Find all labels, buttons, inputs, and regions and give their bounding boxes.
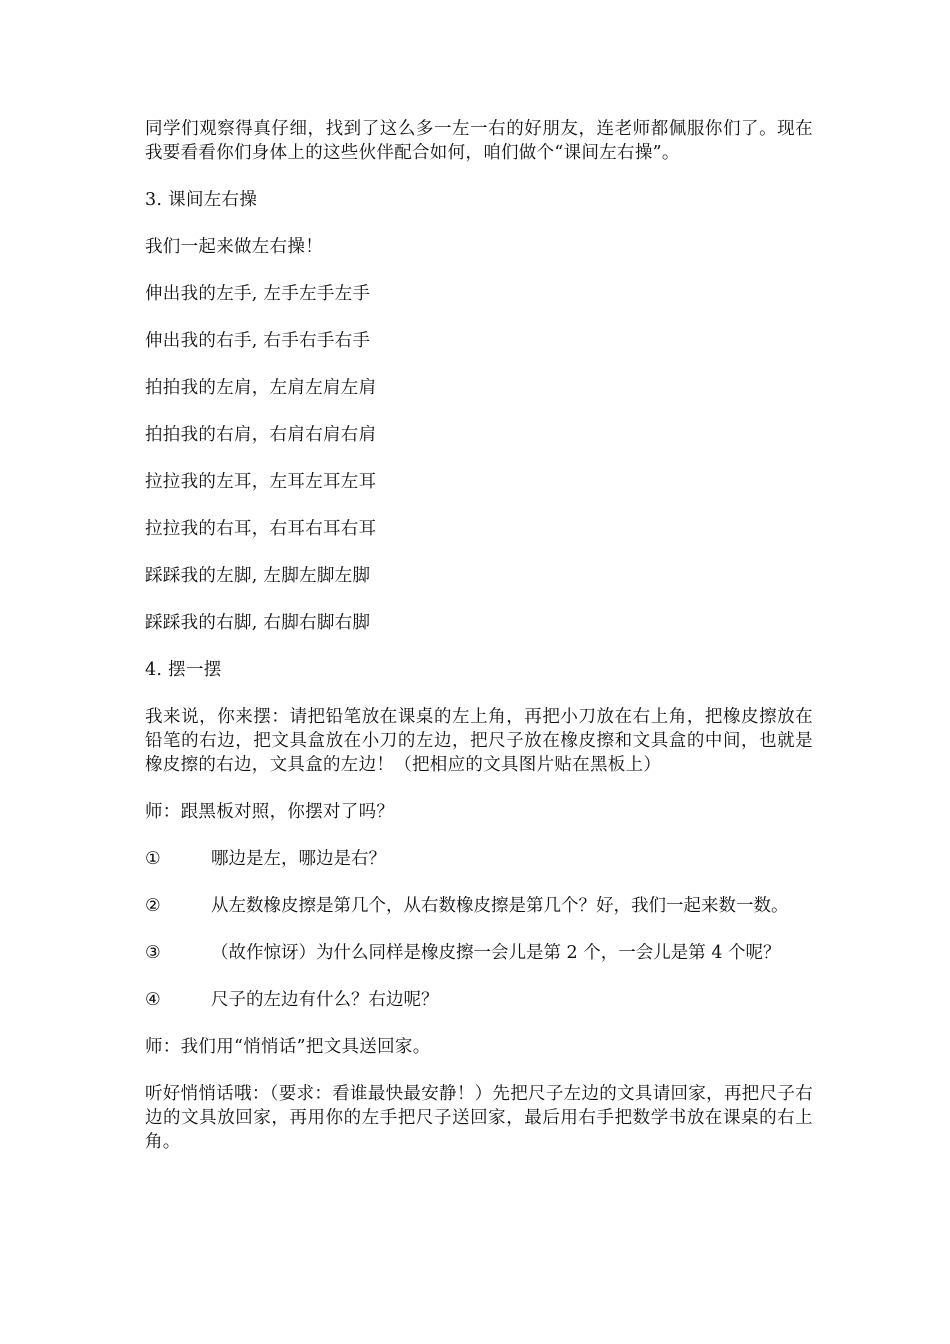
section-heading-4: 4. 摆一摆 bbox=[145, 660, 222, 680]
exercise-line: 踩踩我的左脚, 左脚左脚左脚 bbox=[145, 566, 371, 586]
exercise-line: 伸出我的左手, 左手左手左手 bbox=[145, 284, 371, 304]
question-text: 哪边是左，哪边是右？ bbox=[211, 849, 386, 869]
question-marker: ④ bbox=[145, 990, 161, 1010]
question-marker: ① bbox=[145, 849, 161, 869]
exercise-line: 拍拍我的左肩，左肩左肩左肩 bbox=[145, 378, 377, 398]
question-marker: ② bbox=[145, 896, 161, 916]
question-text: 从左数橡皮擦是第几个，从右数橡皮擦是第几个？好，我们一起来数一数。 bbox=[211, 896, 789, 916]
exercise-line: 拉拉我的右耳，右耳右耳右耳 bbox=[145, 519, 377, 539]
intro-paragraph: 同学们观察得真仔细，找到了这么多一左一右的好朋友，连老师都佩服你们了。现在我要看看你们身体上的这些伙伴配合如何，咱们做个“课间左右操”。 bbox=[145, 119, 813, 163]
exercise-line: 拉拉我的左耳，左耳左耳左耳 bbox=[145, 472, 377, 492]
question-marker: ③ bbox=[145, 943, 161, 963]
exercise-line: 拍拍我的右肩，右肩右肩右肩 bbox=[145, 425, 377, 445]
question-item bbox=[145, 941, 813, 965]
question-item bbox=[145, 988, 813, 1012]
document-page bbox=[145, 117, 813, 1177]
whisper-instructions: 听好悄悄话哦：（要求：看谁最快最安静！）先把尺子左边的文具请回家，再把尺子右边的文具放回家，再用你的左手把尺子送回家，最后用右手把数学书放在课桌的右上角。 bbox=[145, 1084, 813, 1152]
exercise-line: 踩踩我的右脚, 右脚右脚右脚 bbox=[145, 613, 371, 633]
teacher-check: 师：跟黑板对照，你摆对了吗？ bbox=[145, 802, 395, 822]
exercise-line: 伸出我的右手, 右手右手右手 bbox=[145, 331, 371, 351]
section-heading-3: 3. 课间左右操 bbox=[145, 190, 258, 210]
arrange-instructions: 我来说，你来摆：请把铅笔放在课桌的左上角，再把小刀放在右上角，把橡皮擦放在铅笔的右边，把文具盒放在小刀的左边，把尺子放在橡皮擦和文具盒的中间，也就是橡皮擦的右边，文具盒的左边！（把相应的文具图片贴在黑板上） bbox=[145, 707, 813, 775]
question-text: 尺子的左边有什么？右边呢？ bbox=[211, 990, 439, 1010]
exercise-intro: 我们一起来做左右操！ bbox=[145, 237, 323, 257]
question-text: （故作惊讶）为什么同样是橡皮擦一会儿是第 2 个，一会儿是第 4 个呢？ bbox=[211, 943, 781, 963]
teacher-whisper: 师：我们用“悄悄话”把文具送回家。 bbox=[145, 1037, 431, 1057]
question-item bbox=[145, 847, 813, 871]
question-item bbox=[145, 894, 813, 918]
